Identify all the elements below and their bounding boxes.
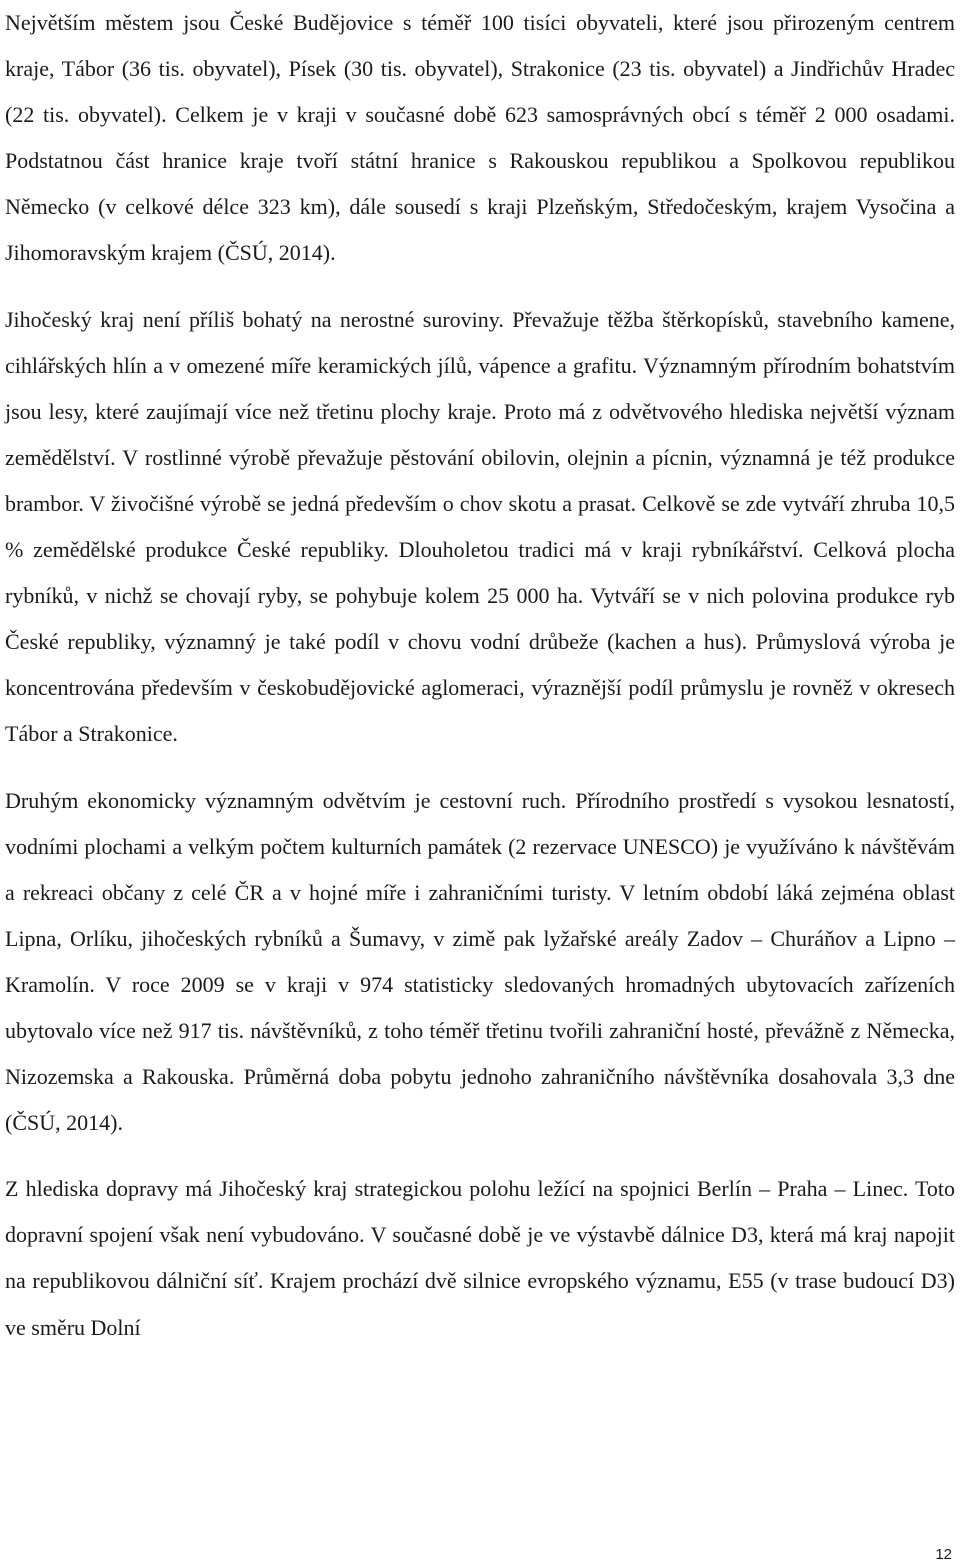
paragraph-resources-agriculture: Jihočeský kraj není příliš bohatý na nerostné suroviny. Převažuje těžba štěrkopísků, stavebního kamene, cihlářských hlín a v omezené míře keramických jílů, vápence a grafitu. Významným přírodním bohatstvím jsou lesy, které zaujímají více než třetinu plochy kraje. Proto má z odvětvového hlediska největší význam zemědělství. V rostlinné výrobě převažuje pěstování obilovin, olejnin a pícnin, významná je též produkce brambor. V živočišné výrobě se jedná především o chov skotu a prasat. Celkově se zde vytváří zhruba 10,5 % zemědělské produkce České republiky. Dlouholetou tradici má v kraji rybníkářství. Celková plocha rybníků, v nichž se chovají ryby, se pohybuje kolem 25 000 ha. Vytváří se v nich polovina produkce ryb České republiky, významný je také podíl v chovu vodní drůbeže (kachen a hus). Průmyslová výroba je koncentrována především v českobudějovické aglomeraci, výraznější podíl průmyslu je rovněž v okresech Tábor a Strakonice. [5, 306, 955, 747]
document-page [5, 0, 955, 1351]
paragraph-settlements-borders: Největším městem jsou České Budějovice s téměř 100 tisíci obyvateli, které jsou přirozeným centrem kraje, Tábor (36 tis. obyvatel), Písek (30 tis. obyvatel), Strakonice (23 tis. obyvatel) a Jindřichův Hradec (22 tis. obyvatel). Celkem je v kraji v současné době 623 samosprávných obcí s téměř 2 000 osadami. Podstatnou část hranice kraje tvoří státní hranice s Rakouskou republikou a Spolkovou republikou Německo (v celkové délce 323 km), dále sousedí s kraji Plzeňským, Středočeským, krajem Vysočina a Jihomoravským krajem (ČSÚ, 2014). [5, 10, 955, 266]
paragraph-tourism: Druhým ekonomicky významným odvětvím je cestovní ruch. Přírodního prostředí s vysokou lesnatostí, vodními plochami a velkým počtem kulturních památek (2 rezervace UNESCO) je využíváno k návštěvám a rekreaci občany z celé ČR a v hojné míře i zahraničními turisty. V letním období láká zejména oblast Lipna, Orlíku, jihočeských rybníků a Šumavy, v zimě pak lyžařské areály Zadov – Churáňov a Lipno – Kramolín. V roce 2009 se v kraji v 974 statisticky sledovaných hromadných ubytovacích zařízeních ubytovalo více než 917 tis. návštěvníků, z toho téměř třetinu tvořili zahraniční hosté, převážně z Německa, Nizozemska a Rakouska. Průměrná doba pobytu jednoho zahraničního návštěvníka dosahovala 3,3 dne (ČSÚ, 2014). [5, 787, 955, 1136]
paragraph-transport: Z hlediska dopravy má Jihočeský kraj strategickou polohu ležící na spojnici Berlín – Praha – Linec. Toto dopravní spojení však není vybudováno. V současné době je ve výstavbě dálnice D3, která má kraj napojit na republikovou dálniční síť. Krajem prochází dvě silnice evropského významu, E55 (v trase budoucí D3) ve směru Dolní [5, 1176, 955, 1340]
page-number: 12 [935, 1546, 952, 1563]
